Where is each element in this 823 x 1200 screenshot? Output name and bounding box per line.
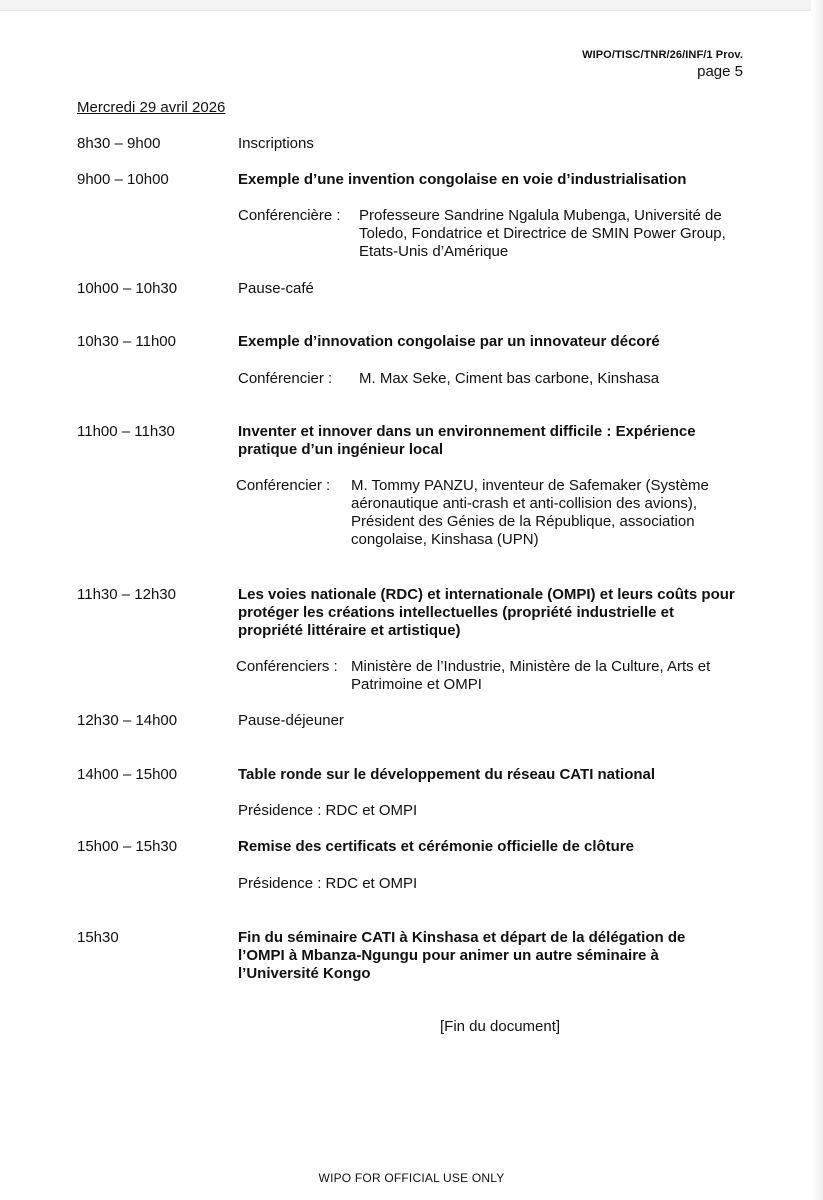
agenda-time: 12h30 – 14h00 [77, 712, 178, 729]
speaker-role: Conférencier : [238, 370, 333, 387]
agenda-time: 10h30 – 11h00 [77, 333, 176, 350]
agenda-time: 11h30 – 12h30 [77, 586, 176, 603]
page-right-edge [811, 0, 823, 1200]
page-number: page 5 [697, 63, 743, 80]
page-footer: WIPO FOR OFFICIAL USE ONLY [318, 1171, 505, 1185]
speaker-role: Conférencière : [238, 207, 341, 224]
agenda-time: 8h30 – 9h00 [77, 135, 161, 152]
end-of-document: [Fin du document] [440, 1018, 561, 1035]
agenda-title: Inventer et innover dans un environnement difficile : Expérience pratique d’un ingénieur local [238, 423, 696, 458]
agenda-title: Fin du séminaire CATI à Kinshasa et départ de la délégation de l’OMPI à Mbanza-Ngungu pour animer un autre séminaire à l’Université Kongo [238, 929, 686, 982]
speaker-names: M. Tommy PANZU, inventeur de Safemaker (Système aéronautique anti-crash et anti-collision des avions), Président des Génies de la République, association congolaise, Kinshasa (UPN) [351, 477, 709, 548]
chair-text: Présidence : RDC et OMPI [238, 802, 418, 819]
agenda-time: 15h00 – 15h30 [77, 838, 178, 855]
speaker-names: M. Max Seke, Ciment bas carbone, Kinshasa [359, 370, 660, 387]
speaker-role: Conférencier : [236, 477, 331, 494]
agenda-time: 14h00 – 15h00 [77, 766, 178, 783]
speaker-names: Professeure Sandrine Ngalula Mubenga, Université de Toledo, Fondatrice et Directrice de SMIN Power Group, Etats-Unis d’Amérique [359, 207, 726, 260]
document-reference: WIPO/TISC/TNR/26/INF/1 Prov. [582, 49, 743, 61]
agenda-title: Table ronde sur le développement du réseau CATI national [238, 766, 656, 783]
agenda-title: Les voies nationale (RDC) et internationale (OMPI) et leurs coûts pour protéger les créations intellectuelles (propriété industrielle et propriété littéraire et artistique) [238, 586, 735, 639]
chair-text: Présidence : RDC et OMPI [238, 875, 418, 892]
agenda-title: Inscriptions [238, 135, 314, 152]
date-heading: Mercredi 29 avril 2026 [77, 99, 226, 116]
agenda-title: Remise des certificats et cérémonie officielle de clôture [238, 838, 634, 855]
agenda-title: Exemple d’une invention congolaise en voie d’industrialisation [238, 171, 687, 188]
speaker-names: Ministère de l’Industrie, Ministère de la Culture, Arts et Patrimoine et OMPI [351, 658, 711, 693]
speaker-role: Conférenciers : [236, 658, 338, 675]
agenda-title: Exemple d’innovation congolaise par un innovateur décoré [238, 333, 660, 350]
agenda-time: 11h00 – 11h30 [77, 423, 175, 440]
agenda-title: Pause-café [238, 280, 314, 297]
agenda-title: Pause-déjeuner [238, 712, 344, 729]
agenda-time: 15h30 [77, 929, 119, 946]
agenda-time: 9h00 – 10h00 [77, 171, 169, 188]
page-top-edge [0, 0, 823, 11]
agenda-time: 10h00 – 10h30 [77, 280, 178, 297]
